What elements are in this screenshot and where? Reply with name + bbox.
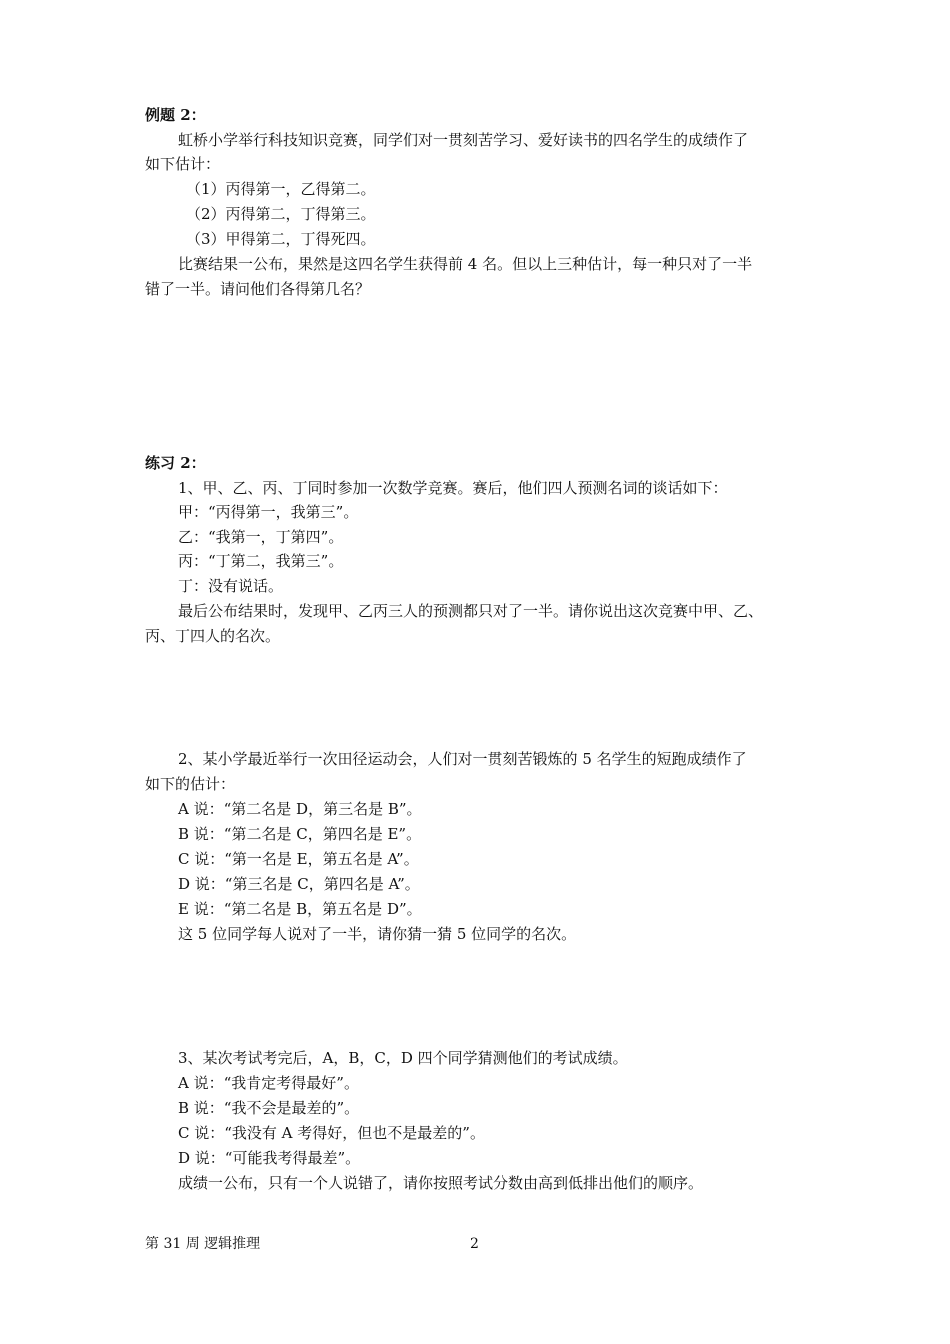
example-2-estimate-2: （2）丙得第二，丁得第三。 xyxy=(186,205,376,223)
q3-line-6: 成绩一公布，只有一个人说错了，请你按照考试分数由高到低排出他们的顺序。 xyxy=(178,1174,704,1192)
q2-line-2: 如下的估计： xyxy=(145,775,236,793)
q2-line-1: 2、某小学最近举行一次田径运动会，人们对一贯刻苦锻炼的 5 名学生的短跑成绩作了 xyxy=(178,750,747,768)
example-2-estimate-1: （1）丙得第一，乙得第二。 xyxy=(186,180,376,198)
q1-line-4: 丙：“丁第二，我第三”。 xyxy=(178,552,344,570)
q3-line-3: B 说：“我不会是最差的”。 xyxy=(178,1099,360,1117)
q1-line-7: 丙、丁四人的名次。 xyxy=(145,627,281,645)
example-2-line-6: 比赛结果一公布，果然是这四名学生获得前 4 名。但以上三种估计，每一种只对了一半 xyxy=(178,255,753,273)
example-2-line-1: 虹桥小学举行科技知识竞赛，同学们对一贯刻苦学习、爱好读书的四名学生的成绩作了 xyxy=(178,131,749,149)
q3-line-5: D 说：“可能我考得最差”。 xyxy=(178,1149,361,1167)
q1-line-5: 丁：没有说话。 xyxy=(178,577,284,595)
q2-line-6: D 说：“第三名是 C，第四名是 A”。 xyxy=(178,875,420,893)
q3-line-1: 3、某次考试考完后，A，B，C，D 四个同学猜测他们的考试成绩。 xyxy=(178,1049,628,1067)
example-2-line-2: 如下估计： xyxy=(145,155,221,173)
q1-line-2: 甲：“丙得第一，我第三”。 xyxy=(178,503,359,521)
q2-line-7: E 说：“第二名是 B，第五名是 D”。 xyxy=(178,900,422,918)
example-2-heading: 例题 2： xyxy=(145,106,206,124)
example-2-line-7: 错了一半。请问他们各得第几名？ xyxy=(145,280,371,298)
practice-2-heading: 练习 2： xyxy=(145,454,206,472)
footer-week-topic: 第 31 周 逻辑推理 xyxy=(145,1236,261,1252)
q2-line-8: 这 5 位同学每人说对了一半，请你猜一猜 5 位同学的名次。 xyxy=(178,925,577,943)
page-number: 2 xyxy=(470,1236,479,1252)
q2-line-4: B 说：“第二名是 C，第四名是 E”。 xyxy=(178,825,422,843)
q1-line-6: 最后公布结果时，发现甲、乙丙三人的预测都只对了一半。请你说出这次竞赛中甲、乙、 xyxy=(178,602,764,620)
q3-line-2: A 说：“我肯定考得最好”。 xyxy=(178,1074,359,1092)
q3-line-4: C 说：“我没有 A 考得好，但也不是最差的”。 xyxy=(178,1124,485,1142)
q2-line-3: A 说：“第二名是 D，第三名是 B”。 xyxy=(178,800,422,818)
q1-line-1: 1、甲、乙、丙、丁同时参加一次数学竞赛。赛后，他们四人预测名词的谈话如下： xyxy=(178,479,728,497)
q1-line-3: 乙：“我第一，丁第四”。 xyxy=(178,528,344,546)
example-2-estimate-3: （3）甲得第二，丁得死四。 xyxy=(186,230,376,248)
q2-line-5: C 说：“第一名是 E，第五名是 A”。 xyxy=(178,850,419,868)
